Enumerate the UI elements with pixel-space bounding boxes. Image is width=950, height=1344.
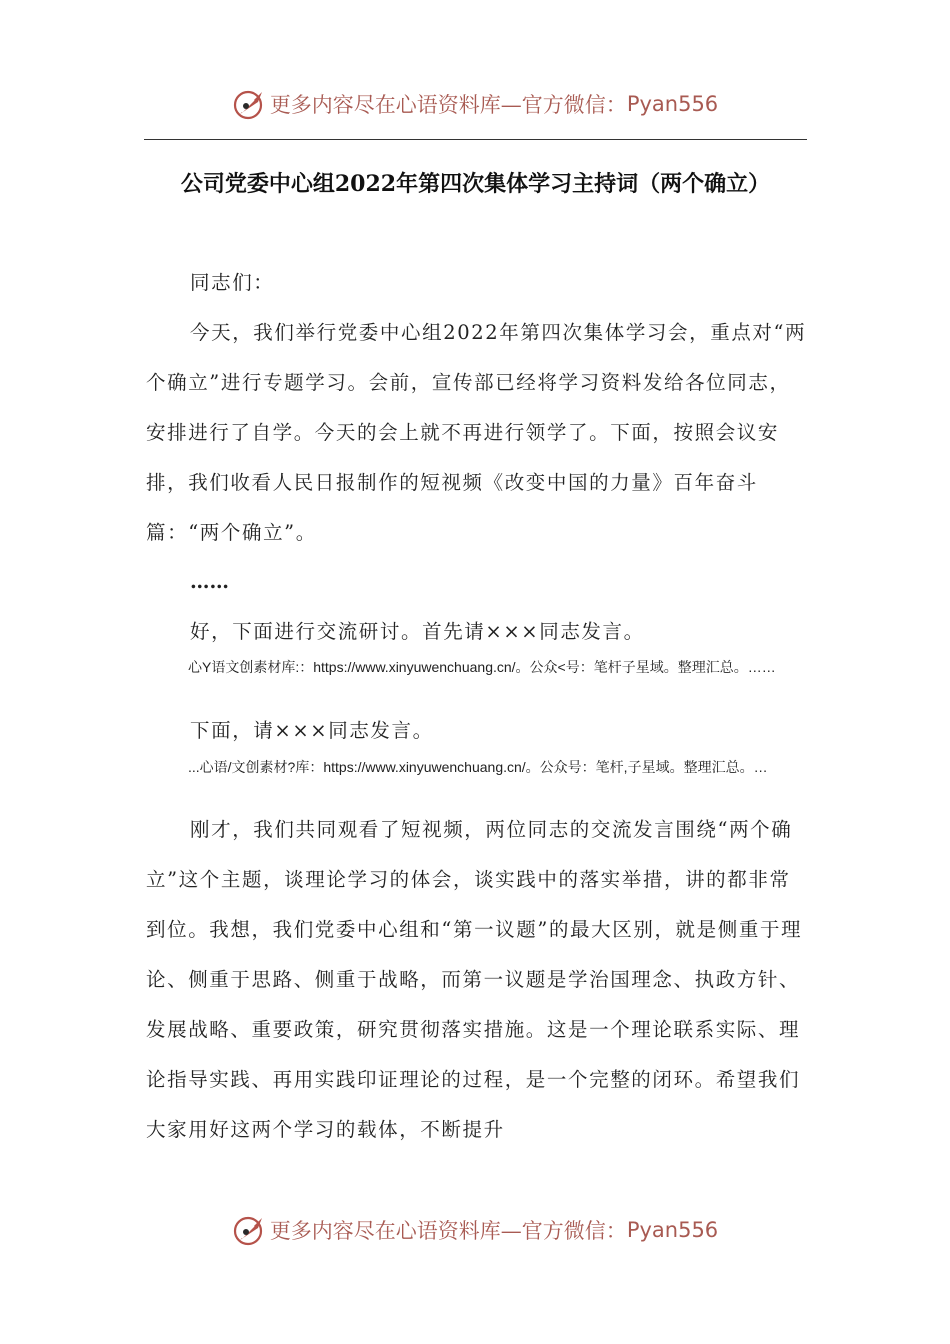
paragraph-next-speaker: 下面，请×××同志发言。 [190, 719, 434, 742]
paragraph-ellipsis: …… [190, 570, 229, 593]
header-banner [0, 84, 950, 124]
source-note-2: ...心语/文创素材?库：https://www.xinyuwenchuang.cn/。公众号：笔杆,子星域。整理汇总。… [188, 759, 768, 775]
footer-wechat-id: Pyan556 [626, 1218, 719, 1242]
footer-banner [0, 1210, 950, 1250]
paragraph-greeting: 同志们： [190, 271, 275, 294]
header-banner-text: 更多内容尽在心语资料库—官方微信： [269, 93, 627, 117]
quill-logo-icon [232, 1212, 268, 1248]
quill-logo-icon [232, 86, 268, 122]
paragraph-opening: 今天，我们举行党委中心组2022年第四次集体学习会，重点对“两个确立”进行专题学习。会前，宣传部已经将学习资料发给各位同志，安排进行了自学。今天的会上就不再进行领学了。下面，按照会议安排，我们收看人民日报制作的短视频《改变中国的力量》百年奋斗篇：“两个确立”。 [146, 321, 807, 544]
header-divider [144, 139, 807, 140]
paragraph-summary: 刚才，我们共同观看了短视频，两位同志的交流发言围绕“两个确立”这个主题，谈理论学习的体会，谈实践中的落实举措，讲的都非常到位。我想，我们党委中心组和“第一议题”的最大区别，就是侧重于理论、侧重于思路、侧重于战略，而第一议题是学治国理念、执政方针、发展战略、重要政策，研究贯彻落实措施。这是一个理论联系实际、理论指导实践、再用实践印证理论的过程，是一个完整的闭环。希望我们大家用好这两个学习的载体，不断提升 [146, 818, 803, 1141]
footer-banner-text: 更多内容尽在心语资料库—官方微信： [269, 1219, 627, 1243]
paragraph-discussion: 好，下面进行交流研讨。首先请×××同志发言。 [190, 620, 645, 643]
header-wechat-id: Pyan556 [626, 92, 719, 116]
source-note-1: 心Y语文创素材库:：https://www.xinyuwenchuang.cn/。公众<号：笔杆子星域。整理汇总。…… [188, 659, 776, 675]
document-title: 公司党委中心组2022年第四次集体学习主持词（两个确立） [180, 171, 771, 197]
